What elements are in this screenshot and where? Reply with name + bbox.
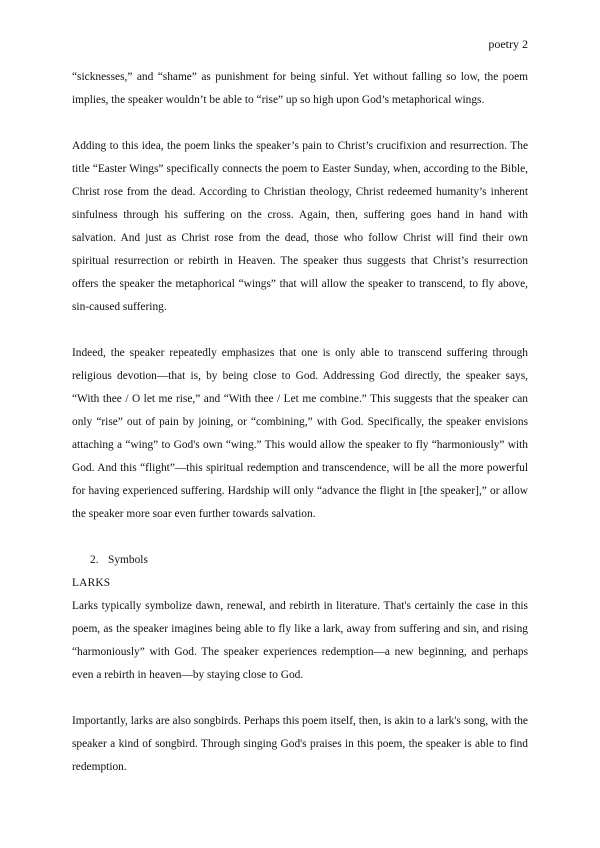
- paragraph-sin-and-wings: “sicknesses,” and “shame” as punishment for being sinful. Yet without falling so low, the poem implies, the speaker wouldn’t be able to “rise” up so high upon God’s metaphorical wings.: [72, 71, 528, 106]
- document-body: [72, 66, 528, 779]
- paragraph-easter-resurrection: Adding to this idea, the poem links the speaker’s pain to Christ’s crucifixion and resurrection. The title “Easter Wings” specifically connects the poem to Easter Sunday, when, according to the Bible, Christ rose from the dead. According to Christian theology, Christ redeemed humanity’s inherent sinfulness through his suffering on the cross. Again, then, suffering goes hand in hand with salvation. And just as Christ rose from the dead, those who follow Christ will find their own spiritual resurrection or rebirth in Heaven. The speaker thus suggests that Christ’s resurrection offers the speaker the metaphorical “wings” that will allow the speaker to transcend, to fly above, sin-caused suffering.: [72, 140, 528, 313]
- subheading-larks: LARKS: [72, 577, 111, 589]
- section-title: Symbols: [108, 554, 148, 566]
- paragraph-religious-devotion: Indeed, the speaker repeatedly emphasizes that one is only able to transcend suffering through religious devotion—that is, by being close to God. Addressing God directly, the speaker says, “With thee / O let me rise,” and “With thee / Let me combine.” This suggests that the speaker can only “rise” out of pain by joining, or “combining,” with God. Specifically, the speaker envisions attaching a “wing” to God's own “wing.” This would allow the speaker to fly “harmoniously” with God. And this “flight”—this spiritual redemption and transcendence, will be all the more powerful for having experienced suffering. Hardship will only “advance the flight in [the speaker],” or allow the speaker more soar even further towards salvation.: [72, 347, 528, 520]
- section-heading-symbols: [72, 549, 528, 572]
- section-number: 2.: [90, 554, 99, 566]
- paragraph-larks-songbirds: Importantly, larks are also songbirds. Perhaps this poem itself, then, is akin to a lark's song, with the speaker a kind of songbird. Through singing God's praises in this poem, the speaker is able to find redemption.: [72, 715, 528, 773]
- running-head: poetry 2: [488, 37, 528, 51]
- paragraph-larks-symbolism: Larks typically symbolize dawn, renewal, and rebirth in literature. That's certainly the case in this poem, as the speaker imagines being able to fly like a lark, away from suffering and sin, and rising “harmoniously” with God. The speaker experiences redemption—a new beginning, and perhaps even a rebirth in heaven—by staying close to God.: [72, 600, 528, 681]
